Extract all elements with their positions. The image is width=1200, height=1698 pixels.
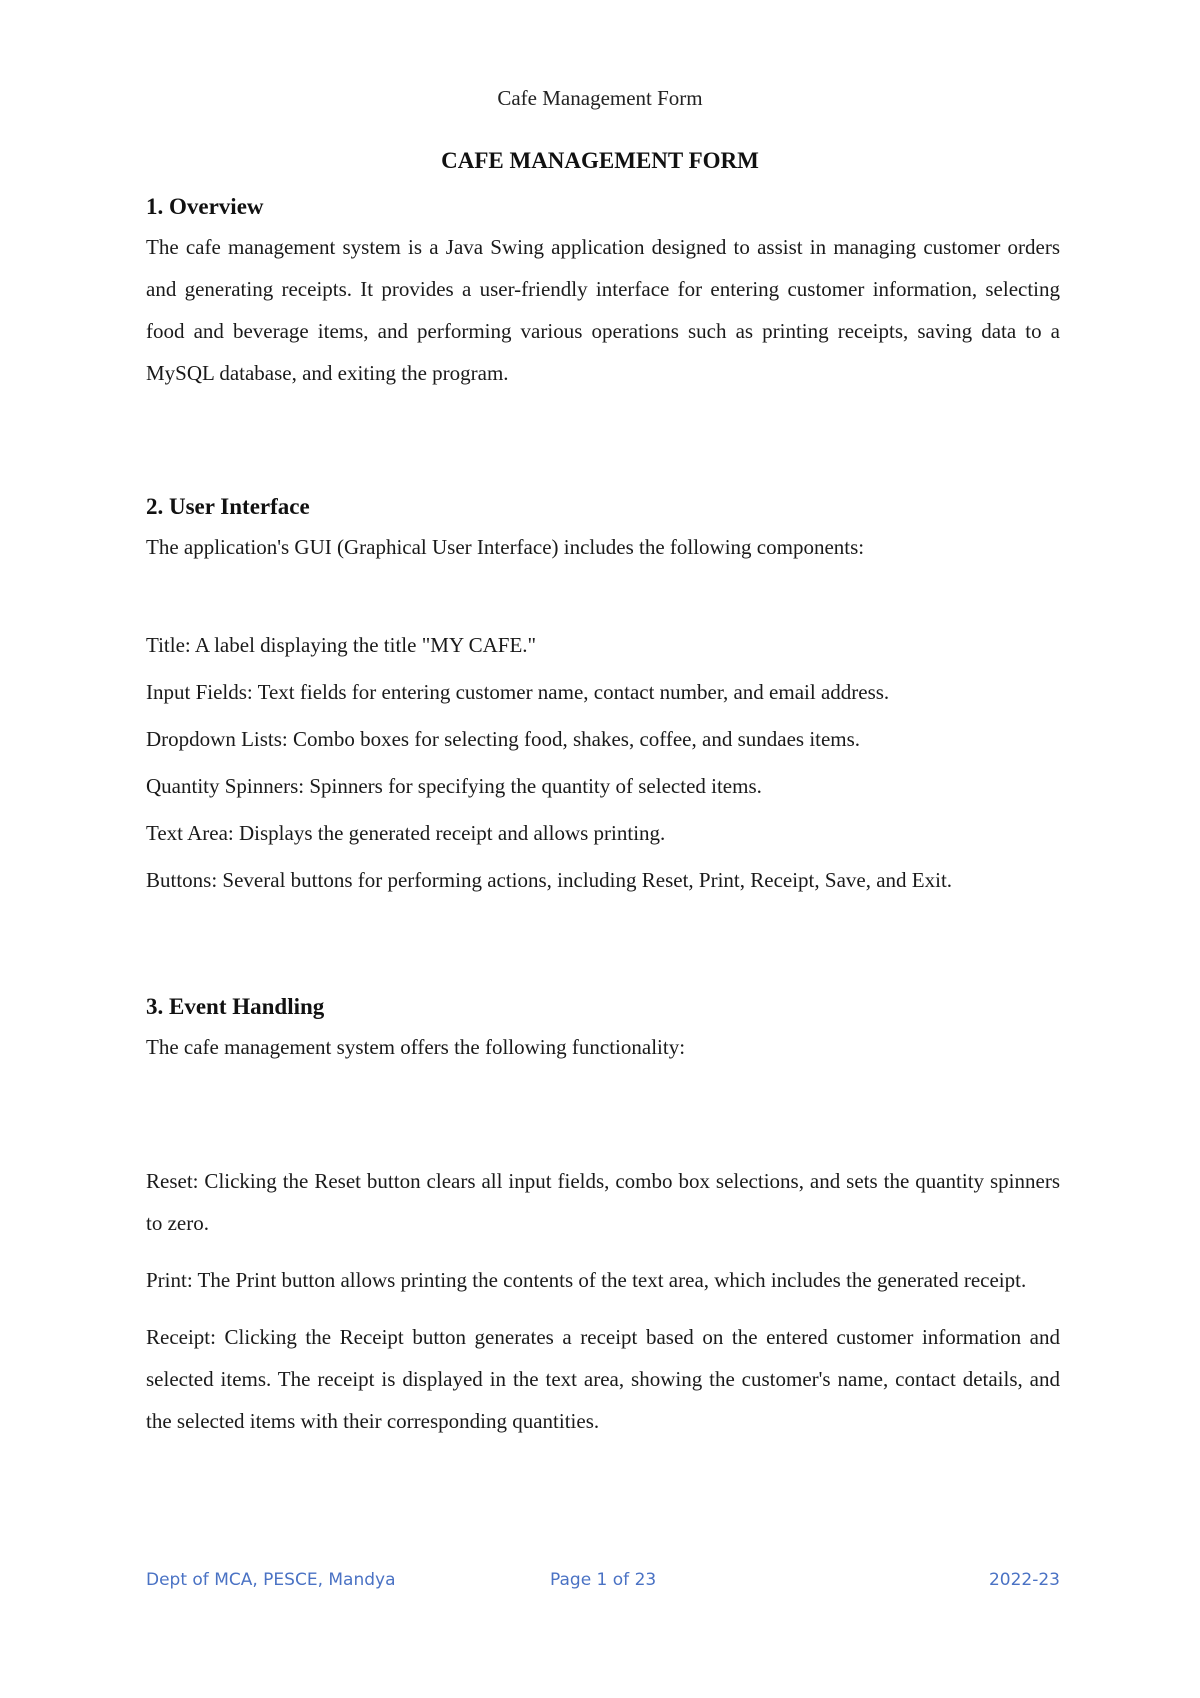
- ui-item-input-fields: Input Fields: Text fields for entering customer name, contact number, and email address.: [146, 680, 890, 704]
- section-user-interface: [146, 494, 1060, 568]
- running-header: Cafe Management Form: [497, 86, 703, 110]
- section-heading-overview: 1. Overview: [146, 194, 264, 219]
- ui-intro: The application's GUI (Graphical User Interface) includes the following components:: [146, 535, 865, 559]
- ui-item-dropdown-lists: Dropdown Lists: Combo boxes for selecting food, shakes, coffee, and sundaes items.: [146, 727, 861, 751]
- footer-page-number: Page 1 of 23: [550, 1570, 657, 1590]
- section-heading-event-handling: 3. Event Handling: [146, 994, 325, 1019]
- section-event-handling: [146, 994, 1060, 1068]
- footer-year: 2022-23: [988, 1570, 1060, 1590]
- overview-paragraph: The cafe management system is a Java Swing application designed to assist in managing customer orders and generating receipts. It provides a user-friendly interface for entering customer information, selecting food and beverage items, and performing various operations such as printing receipts, saving data to a MySQL database, and exiting the program.: [146, 235, 1060, 385]
- footer-department: Dept of MCA, PESCE, Mandya: [146, 1570, 396, 1590]
- event-list: [146, 1160, 1060, 1442]
- event-item-receipt: Receipt: Clicking the Receipt button generates a receipt based on the entered customer information and selected items. The receipt is displayed in the text area, showing the customer's name, contact details, and the selected items with their corresponding quantities.: [146, 1325, 1060, 1433]
- ui-item-text-area: Text Area: Displays the generated receipt and allows printing.: [146, 821, 666, 845]
- event-item-reset: Reset: Clicking the Reset button clears all input fields, combo box selections, and sets the quantity spinners to zero.: [146, 1169, 1060, 1235]
- ui-item-buttons: Buttons: Several buttons for performing actions, including Reset, Print, Receipt, Save, and Exit.: [146, 868, 953, 892]
- page-footer: [146, 1570, 1060, 1598]
- ui-component-list: [146, 630, 1060, 895]
- event-item-print: Print: The Print button allows printing the contents of the text area, which includes the generated receipt.: [146, 1268, 1027, 1292]
- section-overview: [146, 194, 1060, 394]
- document-title: CAFE MANAGEMENT FORM: [441, 148, 759, 173]
- ui-item-quantity-spinners: Quantity Spinners: Spinners for specifying the quantity of selected items.: [146, 774, 762, 798]
- events-intro: The cafe management system offers the following functionality:: [146, 1035, 686, 1059]
- section-heading-user-interface: 2. User Interface: [146, 494, 310, 519]
- ui-item-title: Title: A label displaying the title "MY CAFE.": [146, 633, 537, 657]
